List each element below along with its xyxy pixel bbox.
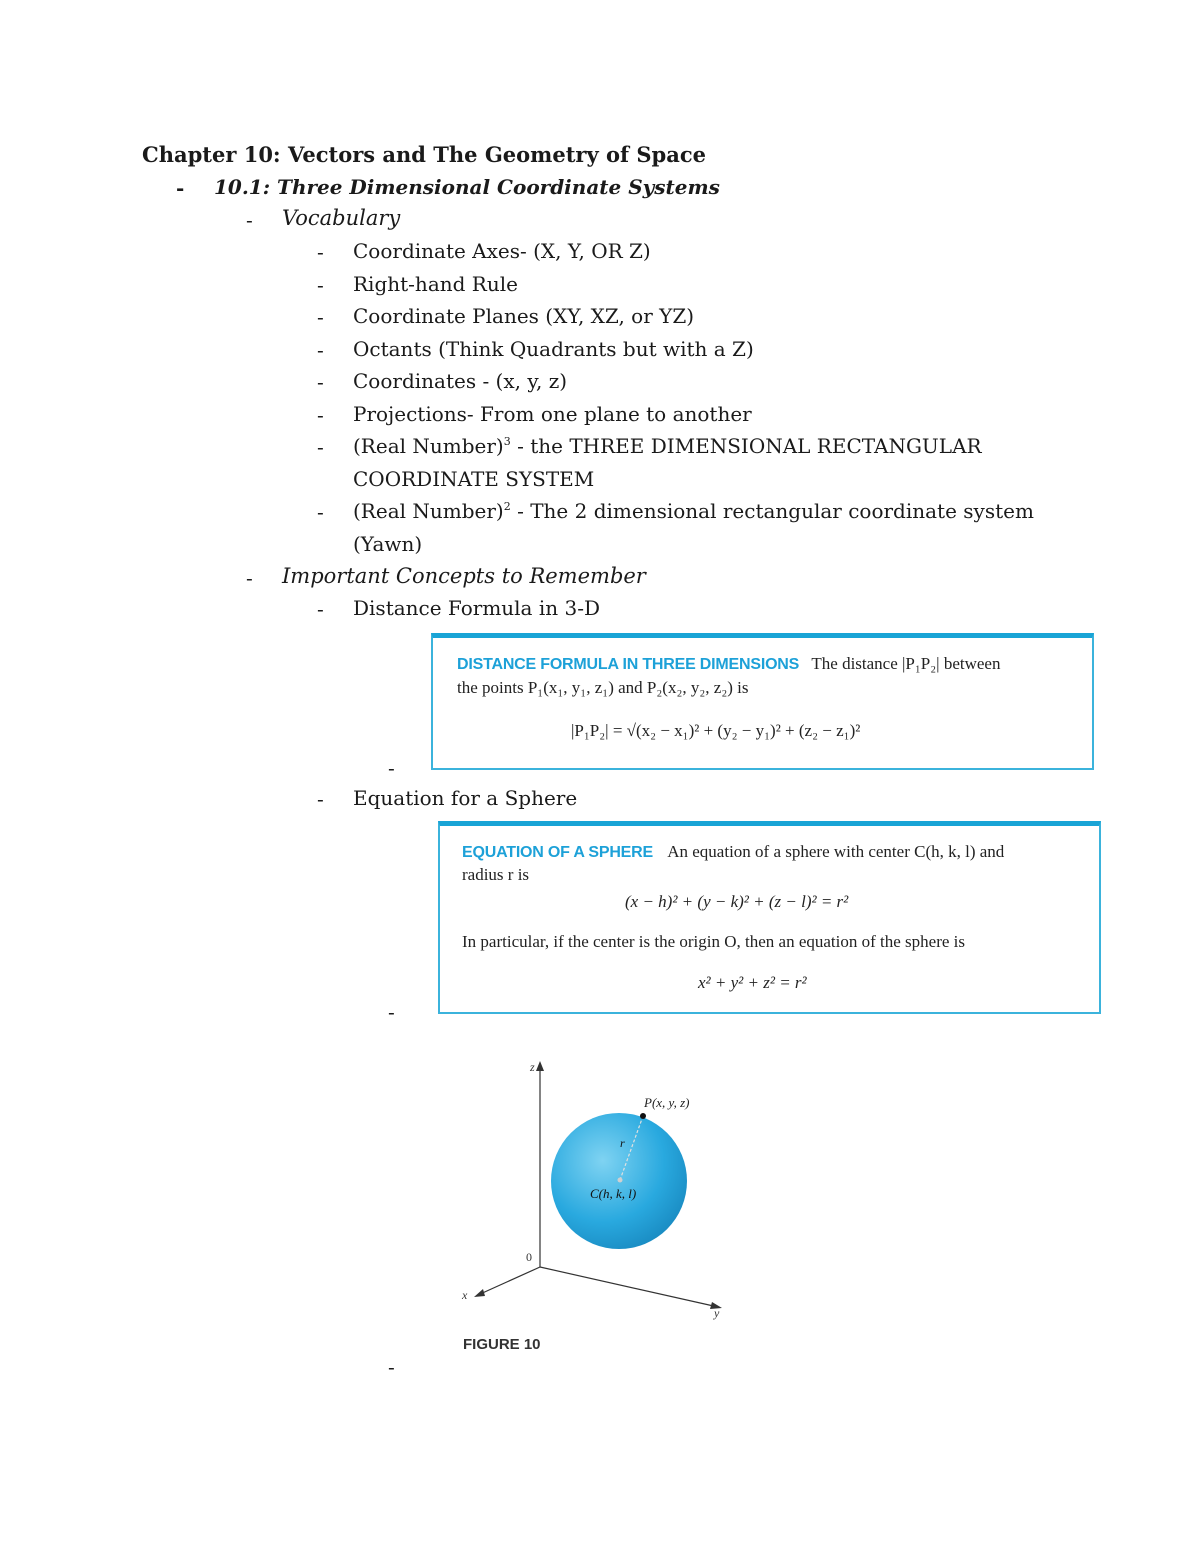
point-label: P(x, y, z) <box>644 1095 690 1110</box>
center-label: C(h, k, l) <box>590 1186 637 1201</box>
vocabulary-heading: Vocabulary <box>282 206 401 230</box>
origin-label: 0 <box>526 1250 532 1264</box>
concepts-heading: Important Concepts to Remember <box>282 564 646 588</box>
vocab-item-real2-cont: (Yawn) <box>353 532 423 556</box>
bullet-dash: - <box>388 756 395 780</box>
bullet-dash: - <box>246 566 253 590</box>
distance-box-text: the points P₁(x₁, y₁, z₁) and P₂(x₂, y₂, z₂) is <box>457 678 749 697</box>
sphere-box-text: radius r is <box>462 865 530 884</box>
distance-formula-label: Distance Formula in 3-D <box>353 596 600 620</box>
sphere-box-text: An equation of a sphere with center C(h, k, l) and <box>667 842 1005 861</box>
bullet-dash: - <box>388 1355 395 1379</box>
bullet-dash: - <box>317 370 324 394</box>
vocab-item-real2: (Real Number)$^2$ - The 2 dimensional rectangular coordinate system <box>353 499 1034 523</box>
distance-box-text: The distance |P₁P₂| between <box>811 654 1001 673</box>
z-axis-label: z <box>530 1060 535 1074</box>
sphere-box-title: EQUATION OF A SPHERE <box>462 844 653 861</box>
point-p <box>640 1113 646 1119</box>
vocab-item-real3-cont: COORDINATE SYSTEM <box>353 467 595 491</box>
vocab-item: Octants (Think Quadrants but with a Z) <box>353 337 754 361</box>
chapter-title: Chapter 10: Vectors and The Geometry of Space <box>142 142 706 167</box>
bullet-dash: - <box>317 240 324 264</box>
y-axis-label: y <box>714 1306 720 1320</box>
bullet-dash: - <box>388 1000 395 1024</box>
vocab-item: Coordinate Axes- (X, Y, OR Z) <box>353 239 651 263</box>
distance-box-title: DISTANCE FORMULA IN THREE DIMENSIONS <box>457 656 800 673</box>
x-axis-label: x <box>462 1288 468 1302</box>
sphere-equation-box <box>438 821 1101 1014</box>
bullet-dash: - <box>317 435 324 459</box>
bullet-dash: - <box>246 208 253 232</box>
bullet-dash: - <box>317 787 324 811</box>
sphere-equation-label: Equation for a Sphere <box>353 786 578 810</box>
vocab-item: Coordinates - (x, y, z) <box>353 369 568 393</box>
sphere-figure <box>450 1055 750 1325</box>
sphere-origin-formula: x² + y² + z² = r² <box>698 973 807 992</box>
distance-formula: |P₁P₂| = √(x₂ − x₁)² + (y₂ − y₁)² + (z₂ − z₁)² <box>571 721 861 740</box>
vocab-item: Coordinate Planes (XY, XZ, or YZ) <box>353 304 695 328</box>
center-point <box>618 1178 623 1183</box>
vocab-item: Projections- From one plane to another <box>353 402 752 426</box>
sphere-box-text: In particular, if the center is the origin O, then an equation of the sphere is <box>462 932 966 951</box>
section-title: 10.1: Three Dimensional Coordinate Systems <box>214 175 720 199</box>
bullet-dash: - <box>317 597 324 621</box>
figure-caption: FIGURE 10 <box>463 1336 541 1353</box>
vocab-item: Right-hand Rule <box>353 272 518 296</box>
bullet-dash: - <box>317 273 324 297</box>
bullet-dash: - <box>317 403 324 427</box>
bullet-dash: - <box>176 176 185 200</box>
bullet-dash: - <box>317 500 324 524</box>
vocab-item-real3: (Real Number)$^3$ - the THREE DIMENSIONAL RECTANGULAR <box>353 434 982 458</box>
bullet-dash: - <box>317 338 324 362</box>
radius-label: r <box>620 1136 625 1150</box>
distance-formula-box <box>431 633 1094 770</box>
sphere-formula: (x − h)² + (y − k)² + (z − l)² = r² <box>625 892 849 911</box>
bullet-dash: - <box>317 305 324 329</box>
